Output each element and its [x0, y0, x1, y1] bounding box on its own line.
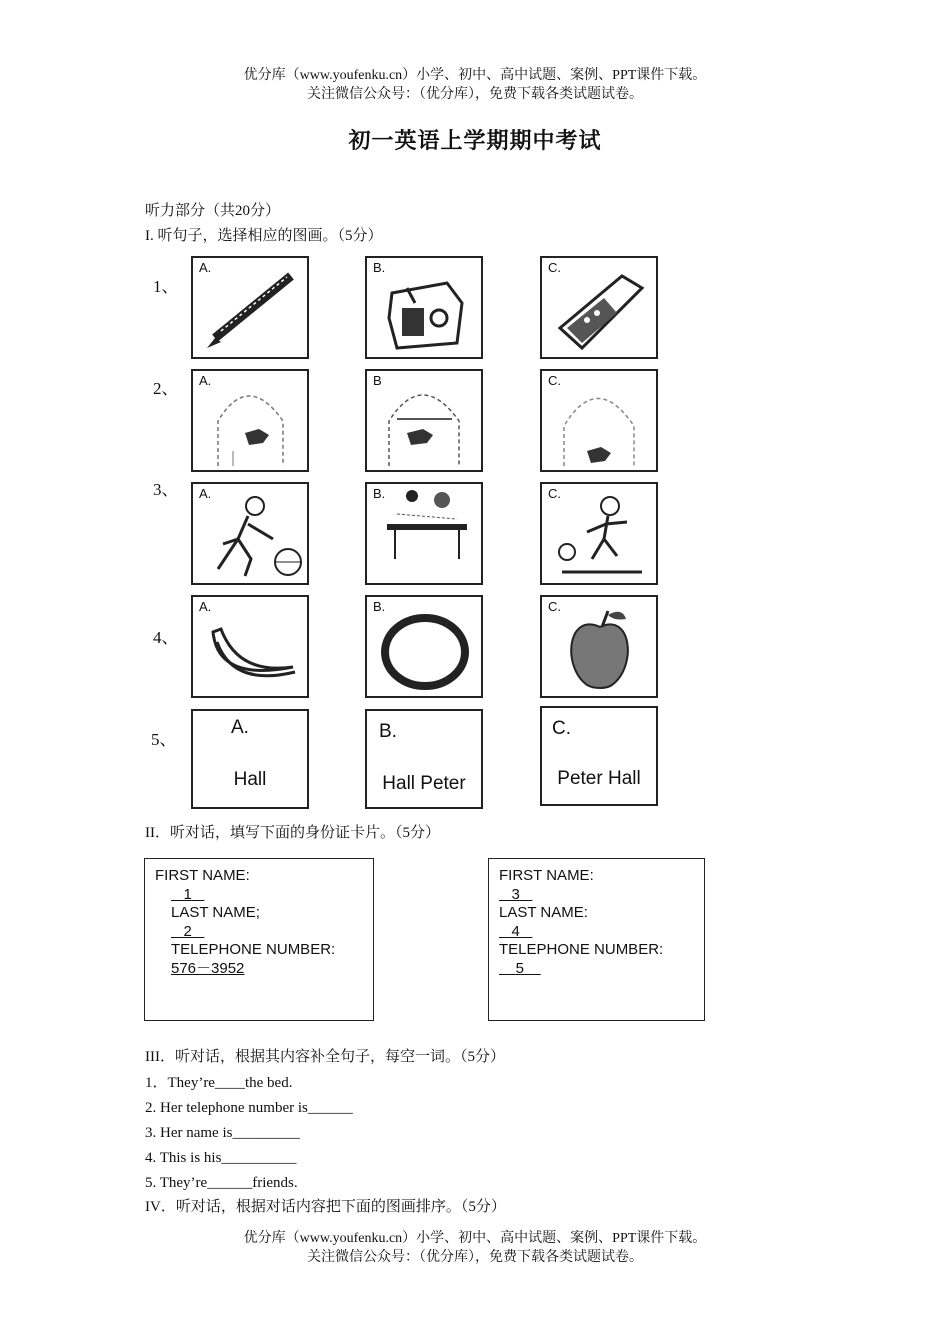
telephone-label: TELEPHONE NUMBER: [499, 941, 664, 958]
listening-heading: 听力部分（共20分） [145, 203, 281, 219]
picture-4a [191, 595, 309, 698]
row-number: 4、 [153, 628, 179, 647]
picture-1b [365, 256, 483, 359]
picture-5c [540, 706, 658, 806]
last-name-label: LAST NAME; [171, 904, 260, 921]
picture-2a [191, 369, 309, 472]
option-label: C. [552, 718, 571, 739]
section3-heading: III．听对话，根据其内容补全句子，每空一词。（5分） [145, 1049, 505, 1065]
row-number: 3、 [153, 480, 179, 499]
telephone-value: 576－3952 [171, 959, 245, 977]
section2-heading: II．听对话，填写下面的身份证卡片。（5分） [145, 825, 440, 841]
option-label: A. [199, 260, 212, 275]
option-label: C. [548, 260, 561, 275]
basketball-boy-icon [193, 484, 307, 583]
fill-in-item: 4. This is his__________ [145, 1150, 297, 1166]
footer-line-1: 优分库（www.youfenku.cn）小学、初中、高中试题、案例、PPT课件下载。 [243, 1231, 707, 1246]
picture-2b [365, 369, 483, 472]
option-label: B. [379, 721, 397, 742]
section1-heading: I. 听句子，选择相应的图画。（5分） [145, 228, 383, 244]
picture-2c [540, 369, 658, 472]
banana-icon [193, 597, 307, 696]
name-text: Hall Peter [382, 773, 466, 794]
option-label: A. [231, 717, 249, 738]
header-line-1: 优分库（www.youfenku.cn）小学、初中、高中试题、案例、PPT课件下载。 [243, 68, 707, 83]
last-name-blank: 4 [511, 922, 520, 940]
arch-hand-icon [542, 371, 656, 470]
picture-5a [191, 709, 309, 809]
arch-hand-icon [367, 371, 481, 470]
fill-in-item: 1．They’re____the bed. [145, 1075, 293, 1091]
name-text: Peter Hall [557, 768, 641, 789]
first-name-blank: 1 [183, 885, 192, 903]
option-label: C. [548, 599, 561, 614]
orange-icon [367, 597, 481, 696]
first-name-label: FIRST NAME: [155, 867, 250, 884]
last-name-label: LAST NAME: [499, 904, 588, 921]
section4-heading: IV．听对话，根据对话内容把下面的图画排序。（5分） [145, 1199, 506, 1215]
picture-5b [365, 709, 483, 809]
option-label: C. [548, 486, 561, 501]
option-label: C. [548, 373, 561, 388]
header-line-2: 关注微信公众号：（优分库），免费下载各类试题试卷。 [307, 87, 643, 102]
sharpener-icon [367, 258, 481, 357]
picture-3b [365, 482, 483, 585]
last-name-blank: 2 [183, 922, 192, 940]
name-text: Hall [233, 769, 267, 790]
row-number: 2、 [153, 379, 179, 398]
picture-4c [540, 595, 658, 698]
telephone-blank: 5 [515, 959, 525, 977]
fill-in-item: 3. Her name is_________ [145, 1125, 300, 1141]
option-label: A. [199, 599, 212, 614]
picture-3c [540, 482, 658, 585]
row-number: 5、 [151, 730, 177, 749]
option-label: B. [373, 486, 386, 501]
row-number: 1、 [153, 277, 179, 296]
picture-1c [540, 256, 658, 359]
id-card-1 [144, 858, 374, 1021]
fill-in-item: 2. Her telephone number is______ [145, 1100, 353, 1116]
page-title: 初一英语上学期期中考试 [348, 128, 602, 153]
ping-pong-icon [367, 484, 481, 583]
id-card-2 [488, 858, 705, 1021]
soccer-boy-icon [542, 484, 656, 583]
footer-line-2: 关注微信公众号：（优分库），免费下载各类试题试卷。 [307, 1250, 643, 1265]
arch-hand-icon [193, 371, 307, 470]
option-label: A. [199, 373, 212, 388]
picture-1a [191, 256, 309, 359]
first-name-blank: 3 [511, 885, 520, 903]
first-name-label: FIRST NAME: [499, 867, 594, 884]
option-label: B [373, 373, 382, 388]
picture-3a [191, 482, 309, 585]
eraser-icon [542, 258, 656, 357]
option-label: A. [199, 486, 212, 501]
pencil-icon [193, 258, 307, 357]
option-label: B. [373, 260, 386, 275]
apple-icon [542, 597, 656, 696]
fill-in-item: 5. They’re______friends. [145, 1175, 298, 1191]
picture-4b [365, 595, 483, 698]
telephone-label: TELEPHONE NUMBER: [171, 941, 336, 958]
option-label: B. [373, 599, 386, 614]
